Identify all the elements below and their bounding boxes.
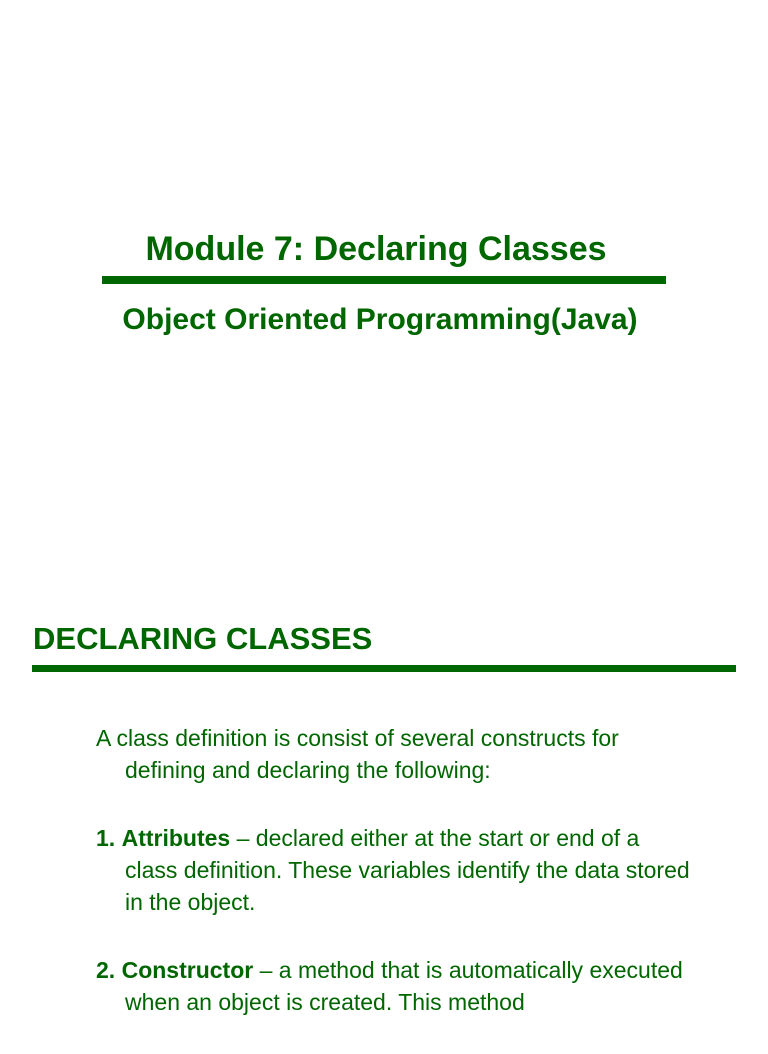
course-subtitle: Object Oriented Programming(Java) [122, 303, 638, 336]
item-text: a method that is automatically executed when an object is created. This method [125, 957, 683, 1015]
item-text: declared either at the start or end of a class definition. These variables identify the data stored in the object. [125, 825, 690, 915]
title-underline [102, 276, 666, 284]
item-number: 1. [96, 825, 116, 851]
list-item [96, 822, 696, 918]
item-number: 2. [96, 957, 116, 983]
content-slide [0, 576, 768, 1024]
item-separator: – [230, 825, 256, 851]
section-heading: DECLARING CLASSES [33, 621, 373, 656]
intro-paragraph: A class definition is consist of several constructs for defining and declaring the following: [96, 725, 619, 783]
item-term: Attributes [121, 825, 231, 851]
item-term: Constructor [121, 957, 254, 983]
slide-body [96, 722, 696, 1054]
module-title: Module 7: Declaring Classes [145, 230, 607, 268]
list-item [96, 954, 696, 1018]
heading-underline [32, 665, 736, 672]
item-separator: – [253, 957, 279, 983]
